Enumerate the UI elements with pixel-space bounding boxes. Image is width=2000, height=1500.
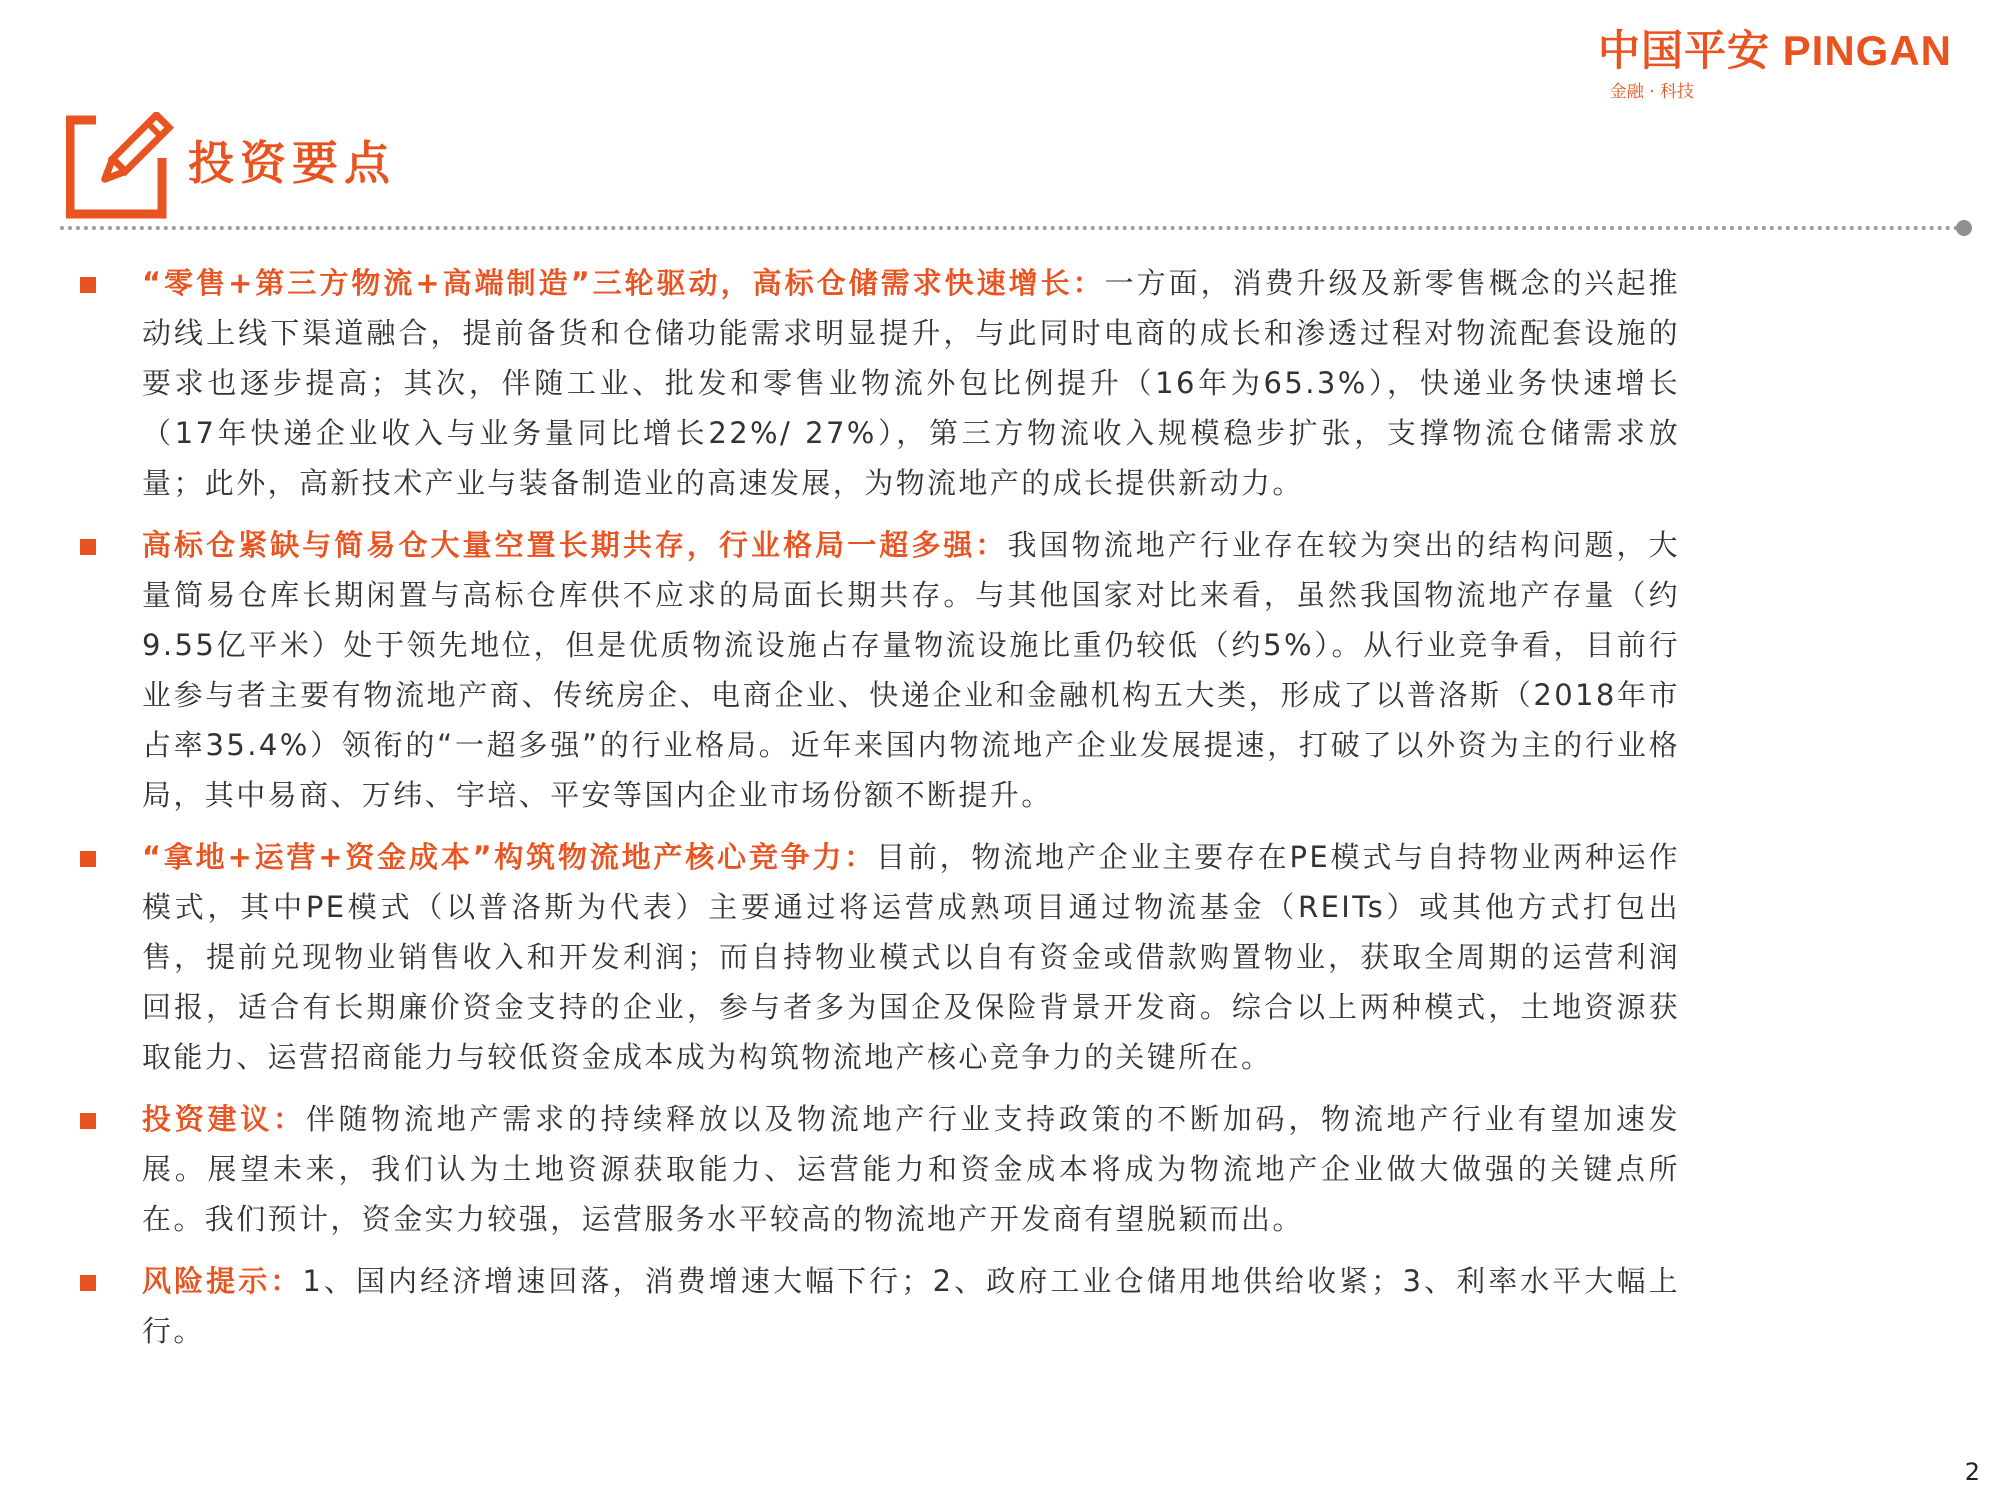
key-point-2 [80, 520, 1680, 820]
page-number: 2 [1964, 1458, 1980, 1486]
key-point-text [142, 1256, 1680, 1356]
key-point-body: 目前，物流地产企业主要存在PE模式与自持物业两种运作模式，其中PE模式（以普洛斯为代表）主要通过将运营成熟项目通过物流基金（REITs）或其他方式打包出售，提前兑现物业销售收入和开发利润；而自持物业模式以自有资金或借款购置物业，获取全周期的运营利润回报，适合有长期廉价资金支持的企业，参与者多为国企及保险背景开发商。综合以上两种模式，土地资源获取能力、运营招商能力与较低资金成本成为构筑物流地产核心竞争力的关键所在。 [142, 840, 1680, 1074]
logo-tagline: 金融 · 科技 [1609, 82, 1694, 102]
divider-end-dot [1956, 220, 1972, 236]
logo-brand: 中国平安 PINGAN [1597, 27, 1952, 74]
square-bullet-icon [80, 1113, 96, 1129]
dotted-divider [60, 226, 1968, 230]
square-bullet-icon [80, 851, 96, 867]
pingan-logo [1597, 27, 1952, 102]
key-point-4 [80, 1094, 1680, 1244]
page-title: 投资要点 [188, 136, 396, 190]
square-bullet-icon [80, 1275, 96, 1291]
key-point-3 [80, 832, 1680, 1082]
key-point-body: 一方面，消费升级及新零售概念的兴起推动线上线下渠道融合，提前备货和仓储功能需求明显提升，与此同时电商的成长和渗透过程对物流配套设施的要求也逐步提高；其次，伴随工业、批发和零售业物流外包比例提升（16年为65.3%），快递业务快速增长（17年快递企业收入与业务量同比增长22%/ 27%），第三方物流收入规模稳步扩张，支撑物流仓储需求放量；此外，高新技术产业与装备制造业的高速发展，为物流地产的成长提供新动力。 [142, 266, 1680, 500]
pencil-note-icon [66, 112, 176, 222]
square-bullet-icon [80, 277, 96, 293]
key-point-heading: “拿地+运营+资金成本”构筑物流地产核心竞争力： [142, 840, 877, 874]
key-point-text [142, 832, 1680, 1082]
key-point-heading: “零售+第三方物流+高端制造”三轮驱动，高标仓储需求快速增长： [142, 266, 1105, 300]
key-point-body: 伴随物流地产需求的持续释放以及物流地产行业支持政策的不断加码，物流地产行业有望加速发展。展望未来，我们认为土地资源获取能力、运营能力和资金成本将成为物流地产企业做大做强的关键点所在。我们预计，资金实力较强，运营服务水平较高的物流地产开发商有望脱颖而出。 [142, 1102, 1680, 1236]
key-point-1 [80, 258, 1680, 508]
square-bullet-icon [80, 539, 96, 555]
key-point-heading: 投资建议： [142, 1102, 306, 1136]
key-point-5 [80, 1256, 1680, 1356]
key-point-text [142, 1094, 1680, 1244]
key-points-list [80, 258, 1680, 1368]
key-point-body: 1、国内经济增速回落，消费增速大幅下行；2、政府工业仓储用地供给收紧；3、利率水平大幅上行。 [142, 1264, 1680, 1348]
key-point-heading: 风险提示： [142, 1264, 303, 1298]
key-point-text [142, 520, 1680, 820]
key-point-body: 我国物流地产行业存在较为突出的结构问题，大量简易仓库长期闲置与高标仓库供不应求的局面长期共存。与其他国家对比来看，虽然我国物流地产存量（约9.55亿平米）处于领先地位，但是优质物流设施占存量物流设施比重仍较低（约5%）。从行业竞争看，目前行业参与者主要有物流地产商、传统房企、电商企业、快递企业和金融机构五大类，形成了以普洛斯（2018年市占率35.4%）领衔的“一超多强”的行业格局。近年来国内物流地产企业发展提速，打破了以外资为主的行业格局，其中易商、万纬、宇培、平安等国内企业市场份额不断提升。 [142, 528, 1680, 812]
key-point-text [142, 258, 1680, 508]
key-point-heading: 高标仓紧缺与简易仓大量空置长期共存，行业格局一超多强： [142, 528, 1008, 562]
